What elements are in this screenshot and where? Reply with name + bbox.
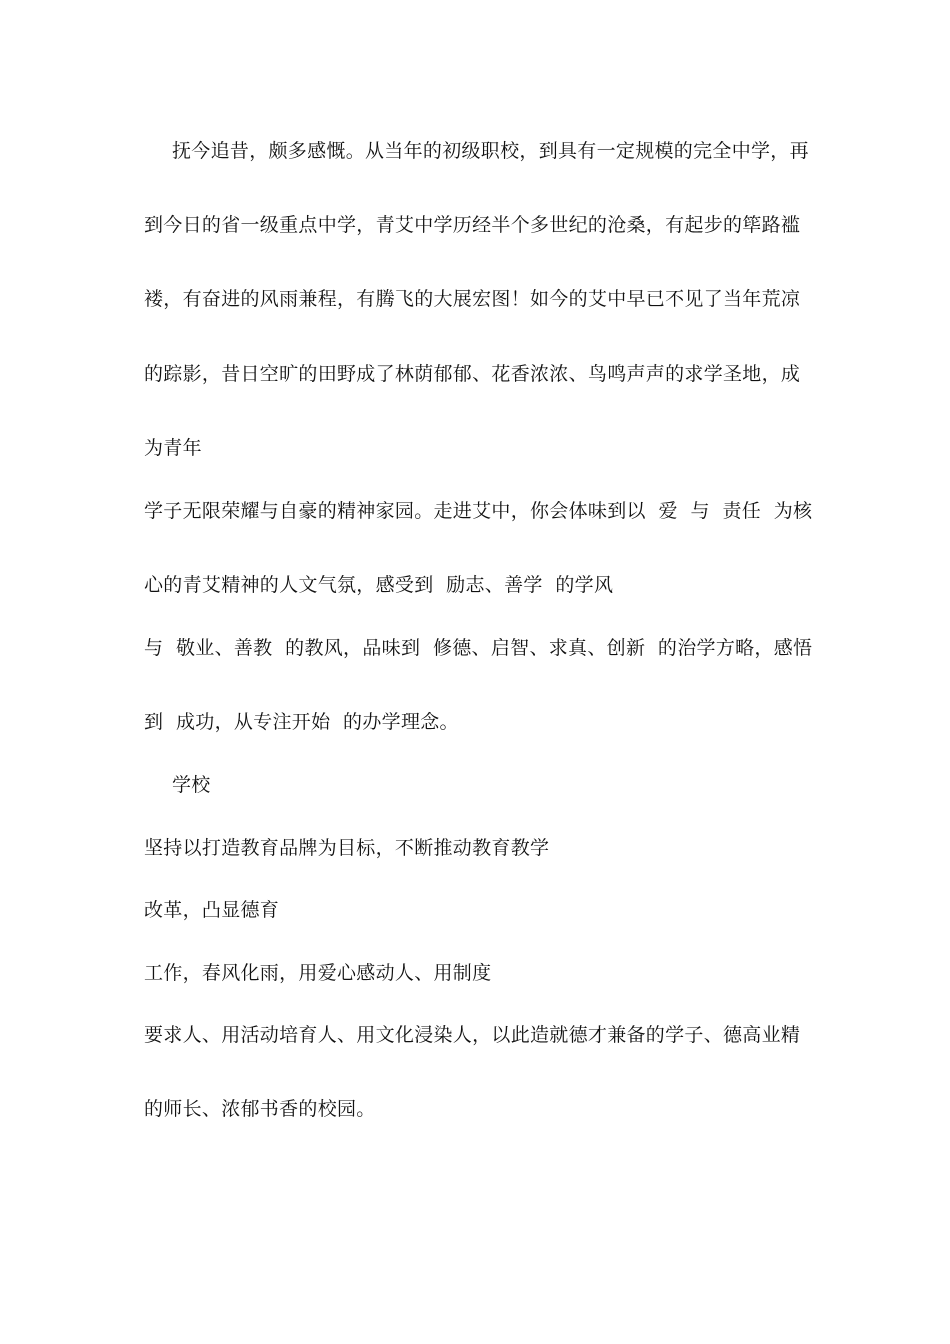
- text-line: 学子无限荣耀与自豪的精神家园。走进艾中，你会体味到以 爱 与 责任 为核: [144, 500, 813, 522]
- text-line: 为青年: [144, 437, 202, 459]
- text-line: 到 成功，从专注开始 的办学理念。: [144, 711, 459, 733]
- text-line: 到今日的省一级重点中学，青艾中学历经半个多世纪的沧桑，有起步的筚路褴: [144, 214, 801, 236]
- text-line: 要求人、用活动培育人、用文化浸染人，以此造就德才兼备的学子、德高业精: [144, 1024, 801, 1046]
- text-line: 抚今追昔，颇多感慨。从当年的初级职校，到具有一定规模的完全中学，再: [172, 140, 809, 162]
- text-line: 与 敬业、善教 的教风，品味到 修德、启智、求真、创新 的治学方略，感悟: [144, 637, 813, 659]
- text-line: 工作，春风化雨，用爱心感动人、用制度: [144, 962, 492, 984]
- text-line: 心的青艾精神的人文气氛，感受到 励志、善学 的学风: [144, 574, 614, 596]
- text-line: 的踪影，昔日空旷的田野成了林荫郁郁、花香浓浓、鸟鸣声声的求学圣地，成: [144, 363, 801, 385]
- text-line: 的师长、浓郁书香的校园。: [144, 1098, 376, 1120]
- text-line: 学校: [172, 774, 211, 796]
- text-line: 坚持以打造教育品牌为目标，不断推动教育教学: [144, 837, 550, 859]
- text-line: 褛，有奋进的风雨兼程，有腾飞的大展宏图！如今的艾中早已不见了当年荒凉: [144, 288, 801, 310]
- text-line: 改革，凸显德育: [144, 899, 280, 921]
